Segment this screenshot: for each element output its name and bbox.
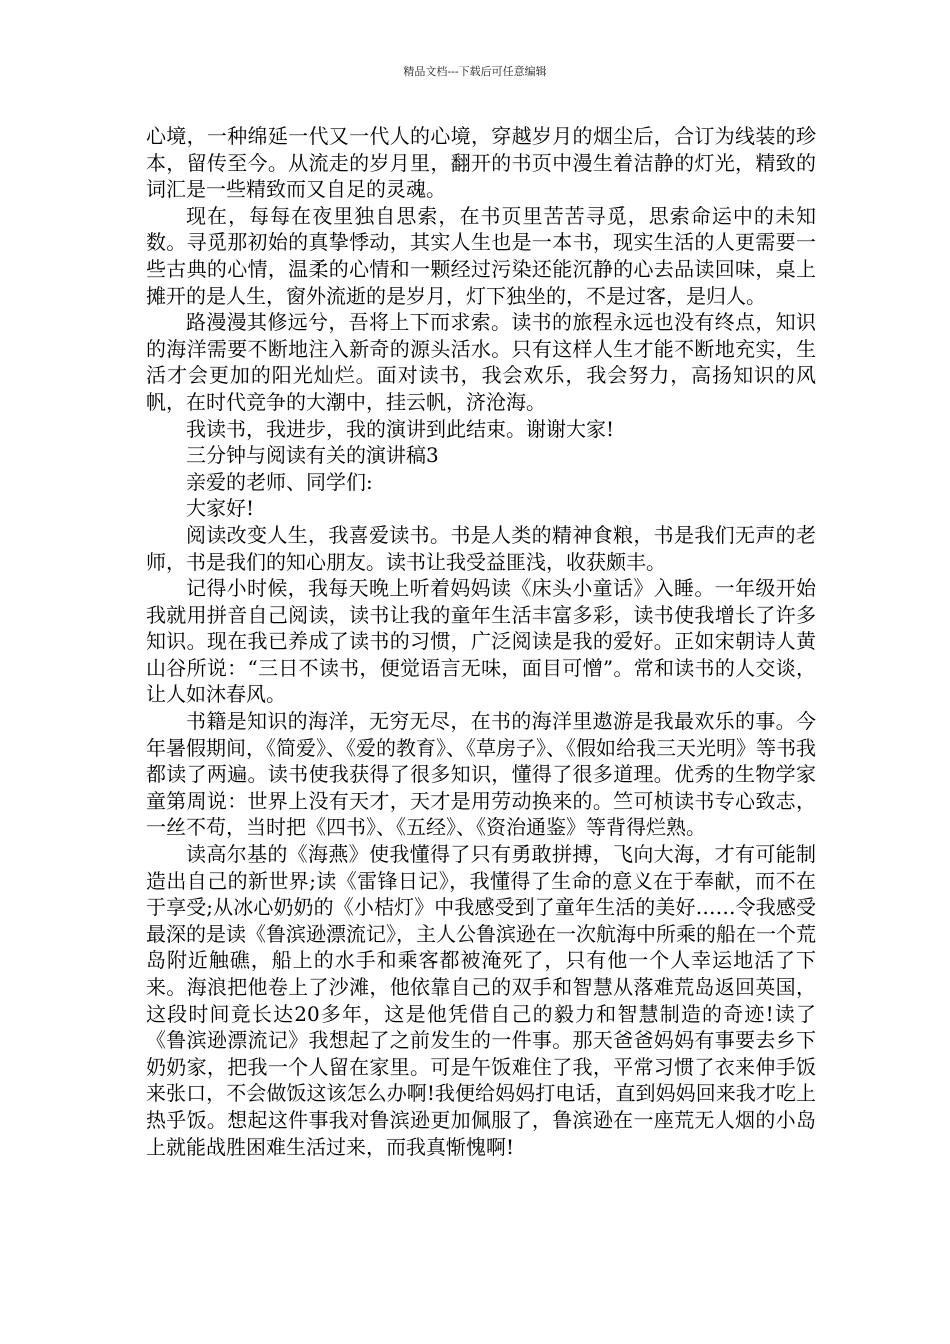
salutation: 亲爱的老师、同学们: (186, 469, 373, 494)
paragraph: 书籍是知识的海洋，无穷无尽，在书的海洋里遨游是我最欢乐的事。今年暑假期间，《简爱》、《爱的教育》、《草房子》、《假如给我三天光明》等书我都读了两遍。读书使我获得了很多知识，懂得了很多道理。优秀的生物学家童第周说：世界上没有天才，天才是用劳动换来的。竺可桢读书专心致志，一丝不苟，当时把《四书》、《五经》、《资治通鉴》等背得烂熟。 (146, 709, 816, 840)
paragraph: 心境，一种绵延一代又一代人的心境，穿越岁月的烟尘后，合订为线装的珍本，留传至今。从流走的岁月里，翻开的书页中漫生着洁静的灯光，精致的词汇是一些精致而又自足的灵魂。 (146, 124, 816, 202)
paragraph: 路漫漫其修远兮，吾将上下而求索。读书的旅程永远也没有终点，知识的海洋需要不断地注入新奇的源头活水。只有这样人生才能不断地充实，生活才会更加的阳光灿烂。面对读书，我会欢乐，我会努力，高扬知识的风帆，在时代竞争的大潮中，挂云帆，济沧海。 (146, 310, 816, 414)
section-title: 三分钟与阅读有关的演讲稿3 (186, 443, 439, 468)
closing-line: 我读书，我进步，我的演讲到此结束。谢谢大家! (186, 416, 615, 441)
document-body (146, 123, 816, 1160)
page-header: 精品文档---下载后可任意编辑 (403, 65, 547, 78)
paragraph: 阅读改变人生，我喜爱读书。书是人类的精神食粮，书是我们无声的老师，书是我们的知心朋友。读书让我受益匪浅，收获颇丰。 (146, 522, 816, 574)
paragraph: 现在，每每在夜里独自思索，在书页里苦苦寻觅，思索命运中的未知数。寻觅那初始的真挚悸动，其实人生也是一本书，现实生活的人更需要一些古典的心情，温柔的心情和一颗经过污染还能沉静的心去品读回味，桌上摊开的是人生，窗外流逝的是岁月，灯下独坐的，不是过客，是归人。 (146, 203, 816, 308)
paragraph: 读高尔基的《海燕》使我懂得了只有勇敢拼搏，飞向大海，才有可能制造出自己的新世界;读《雷锋日记》，我懂得了生命的意义在于奉献，而不在于享受;从冰心奶奶的《小桔灯》中我感受到了童年生活的美好……令我感受最深的是读《鲁滨逊漂流记》，主人公鲁滨逊在一次航海中所乘的船在一个荒岛附近触礁，船上的水手和乘客都被淹死了，只有他一个人幸运地活了下来。海浪把他卷上了沙滩，他依靠自己的双手和智慧从落难荒岛返回英国，这段时间竟长达20多年，这是他凭借自己的毅力和智慧制造的奇迹!读了《鲁滨逊漂流记》我想起了之前发生的一件事。那天爸爸妈妈有事要去乡下奶奶家，把我一个人留在家里。可是午饭难住了我，平常习惯了衣来伸手饭来张口，不会做饭这该怎么办啊!我便给妈妈打电话，直到妈妈回来我才吃上热乎饭。想起这件事我对鲁滨逊更加佩服了，鲁滨逊在一座荒无人烟的小岛上就能战胜困难生活过来，而我真惭愧啊! (146, 842, 816, 1159)
greeting: 大家好! (186, 496, 255, 521)
paragraph: 记得小时候，我每天晚上听着妈妈读《床头小童话》入睡。一年级开始我就用拼音自己阅读，读书让我的童年生活丰富多彩，读书使我增长了许多知识。现在我已养成了读书的习惯，广泛阅读是我的爱好。正如宋朝诗人黄山谷所说：“三日不读书，便觉语言无味，面目可憎”。常和读书的人交谈，让人如沐春风。 (146, 576, 816, 707)
